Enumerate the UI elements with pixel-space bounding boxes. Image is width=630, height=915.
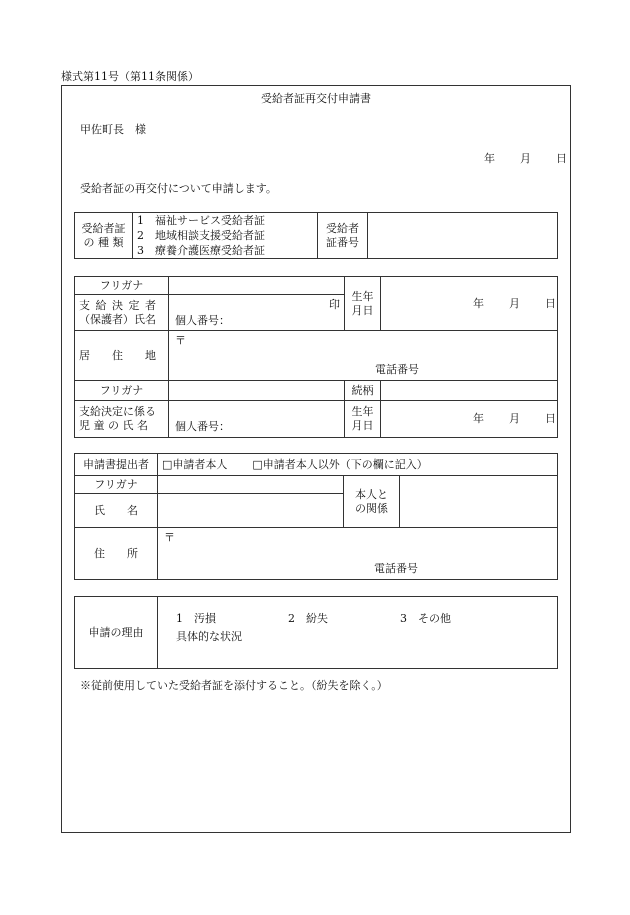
cert-option-3[interactable]: 3 療養介護医療受給者証	[137, 244, 265, 257]
applicant-table	[74, 276, 558, 438]
reason-option-2[interactable]: 2 紛失	[288, 612, 328, 625]
submitter-label: 申請書提出者	[75, 454, 158, 476]
recipient-name-label: 支 給 決 定 者 （保護者）氏名	[75, 295, 169, 331]
date-year: 年	[484, 152, 495, 165]
seal-mark: 印	[329, 297, 340, 311]
child-furigana-field[interactable]	[169, 381, 345, 401]
footnote: ※従前使用していた受給者証を添付すること。（紛失を除く。）	[80, 679, 388, 692]
reason-detail-label: 具体的な状況	[176, 630, 242, 643]
birth-month: 月	[509, 296, 520, 310]
submitter-furigana-label: フリガナ	[75, 476, 158, 494]
cert-number-field[interactable]	[368, 213, 558, 259]
intro-text: 受給者証の再交付について申請します。	[80, 182, 277, 195]
child-furigana-label: フリガナ	[75, 381, 169, 401]
reason-option-3[interactable]: 3 その他	[400, 612, 451, 625]
postal-mark: 〒	[175, 334, 186, 347]
date-day: 日	[556, 152, 567, 165]
cert-type-options	[133, 213, 318, 259]
birth-year: 年	[473, 296, 484, 310]
residence-field[interactable]	[169, 331, 558, 381]
reason-label: 申請の理由	[75, 597, 158, 669]
child-name-label: 支給決定に係る 児 童 の 氏 名	[75, 401, 169, 438]
birth-date-field[interactable]	[381, 277, 558, 331]
submitter-address-field[interactable]	[158, 528, 558, 580]
form-title: 受給者証再交付申請書	[261, 92, 371, 105]
cert-option-2[interactable]: 2 地域相談支援受給者証	[137, 229, 265, 242]
addressee: 甲佐町長 様	[80, 123, 146, 136]
reason-table	[74, 596, 558, 669]
birth-day: 日	[545, 296, 556, 310]
submitter-relation-field[interactable]	[400, 476, 558, 528]
date-month: 月	[520, 152, 531, 165]
phone-label: 電話番号	[375, 363, 419, 376]
submitter-furigana-field[interactable]	[158, 476, 344, 494]
child-birth-year: 年	[473, 412, 484, 425]
cert-option-1[interactable]: 1 福祉サービス受給者証	[137, 214, 265, 227]
submitter-name-field[interactable]	[158, 494, 344, 528]
residence-label: 居 住 地	[75, 331, 169, 381]
cert-type-label: 受給者証 の 種 類	[75, 213, 133, 259]
certificate-table	[74, 212, 558, 259]
submitter-postal-mark: 〒	[164, 531, 175, 544]
reason-field[interactable]	[158, 597, 558, 669]
mynumber-label: 個人番号：	[175, 313, 230, 327]
reason-option-1[interactable]: 1 汚損	[176, 612, 216, 625]
checkbox-other[interactable]: □申請者本人以外（下の欄に記入）	[252, 457, 428, 471]
submitter-name-label: 氏 名	[75, 494, 158, 528]
child-name-field[interactable]	[169, 401, 345, 438]
submitter-table	[74, 453, 558, 580]
furigana-label: フリガナ	[75, 277, 169, 295]
submitter-phone-label: 電話番号	[374, 562, 418, 575]
child-birth-month: 月	[509, 412, 520, 425]
submitter-address-label: 住 所	[75, 528, 158, 580]
birth-label: 生年 月日	[345, 277, 381, 331]
submitter-options	[158, 454, 558, 476]
form-number: 様式第11号（第11条関係）	[61, 70, 199, 83]
relation-label: 続柄	[345, 381, 381, 401]
cert-number-label: 受給者 証番号	[318, 213, 368, 259]
child-birth-label: 生年 月日	[345, 401, 381, 438]
child-mynumber-label: 個人番号：	[175, 420, 230, 433]
child-birth-day: 日	[545, 412, 556, 425]
recipient-name-field[interactable]	[169, 295, 345, 331]
relation-field[interactable]	[381, 381, 558, 401]
furigana-field[interactable]	[169, 277, 345, 295]
child-birth-field[interactable]	[381, 401, 558, 438]
checkbox-self[interactable]: □申請者本人	[162, 457, 228, 471]
submitter-relation-label: 本人と の関係	[344, 476, 400, 528]
